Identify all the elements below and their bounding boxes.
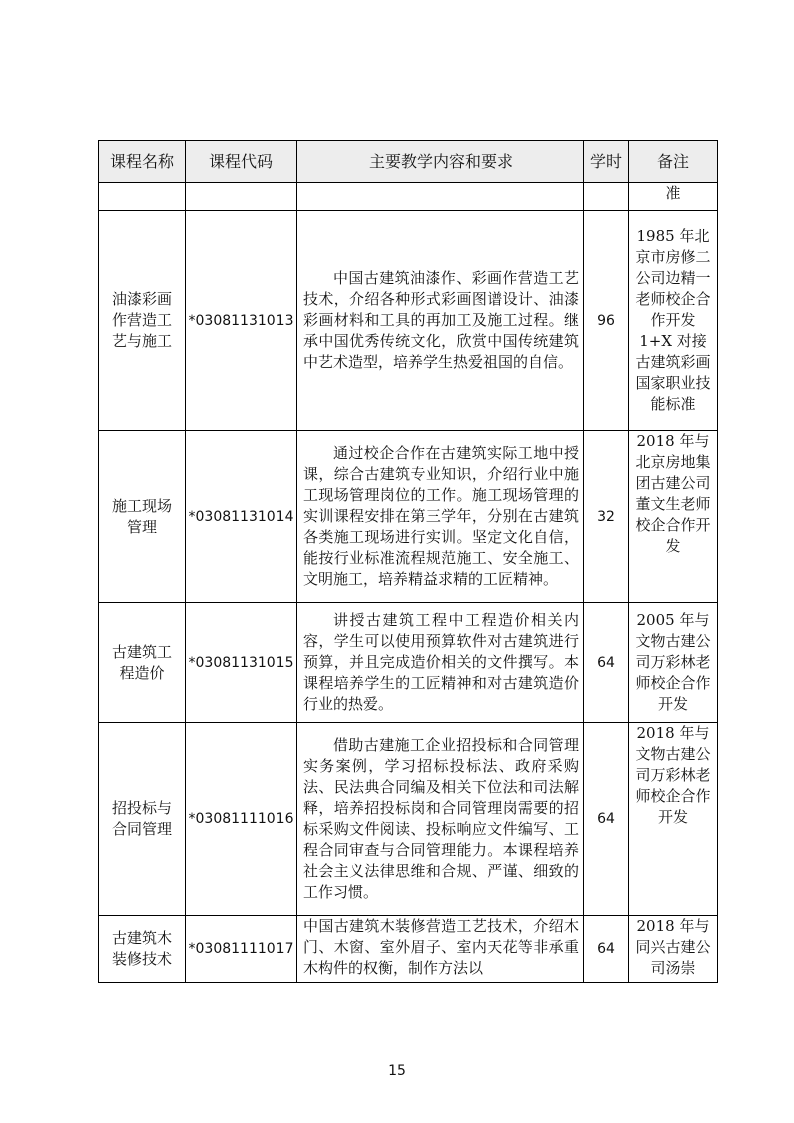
cell-empty xyxy=(99,183,186,211)
header-hours: 学时 xyxy=(584,141,629,183)
cell-course-name: 施工现场管理 xyxy=(99,431,186,603)
cell-hours: 64 xyxy=(584,723,629,916)
cell-content: 讲授古建筑工程中工程造价相关内容，学生可以使用预算软件对古建筑进行预算，并且完成造价相关的文件撰写。本课程培养学生的工匠精神和对古建筑造价行业的热爱。 xyxy=(297,603,584,723)
cell-course-name: 油漆彩画作营造工艺与施工 xyxy=(99,211,186,431)
header-course-name: 课程名称 xyxy=(99,141,186,183)
header-note: 备注 xyxy=(629,141,718,183)
cell-hours: 96 xyxy=(584,211,629,431)
header-row xyxy=(99,141,718,183)
cell-note: 2005 年与文物古建公司万彩林老师校企合作开发 xyxy=(629,603,718,723)
table-row xyxy=(99,723,718,916)
cell-content: 借助古建施工企业招投标和合同管理实务案例，学习招标投标法、政府采购法、民法典合同编及相关下位法和司法解释，培养招投标岗和合同管理岗需要的招标采购文件阅读、投标响应文件编写、工程合同审查与合同管理能力。本课程培养社会主义法律思维和合规、严谨、细致的工作习惯。 xyxy=(297,723,584,916)
table-row xyxy=(99,916,718,983)
cell-empty xyxy=(186,183,297,211)
cell-note: 2018 年与文物古建公司万彩林老师校企合作开发 xyxy=(629,723,718,916)
table-row xyxy=(99,431,718,603)
cell-hours: 64 xyxy=(584,603,629,723)
cell-empty xyxy=(584,183,629,211)
table-row xyxy=(99,603,718,723)
cell-hours: 64 xyxy=(584,916,629,983)
cell-course-code: *03081131014 xyxy=(186,431,297,603)
cell-course-name: 古建筑工程造价 xyxy=(99,603,186,723)
cell-course-code: *03081111017 xyxy=(186,916,297,983)
cell-note: 准 xyxy=(629,183,718,211)
cell-course-code: *03081131013 xyxy=(186,211,297,431)
cell-note: 1985 年北京市房修二公司边精一老师校企合作开发 1+X 对接古建筑彩画国家职业技能标准 xyxy=(629,211,718,431)
cell-content: 通过校企合作在古建筑实际工地中授课，综合古建筑专业知识，介绍行业中施工现场管理岗位的工作。施工现场管理的实训课程安排在第三学年，分别在古建筑各类施工现场进行实训。坚定文化自信，能按行业标准流程规范施工、安全施工、文明施工，培养精益求精的工匠精神。 xyxy=(297,431,584,603)
cell-content: 中国古建筑木装修营造工艺技术，介绍木门、木窗、室外眉子、室内天花等非承重木构件的权衡，制作方法以 xyxy=(297,916,584,983)
course-table xyxy=(98,140,718,983)
table-row-continuation xyxy=(99,183,718,211)
header-content: 主要教学内容和要求 xyxy=(297,141,584,183)
cell-course-name: 古建筑木装修技术 xyxy=(99,916,186,983)
cell-content: 中国古建筑油漆作、彩画作营造工艺技术，介绍各种形式彩画图谱设计、油漆彩画材料和工具的再加工及施工过程。继承中国优秀传统文化，欣赏中国传统建筑中艺术造型，培养学生热爱祖国的自信。 xyxy=(297,211,584,431)
table-row xyxy=(99,211,718,431)
cell-empty xyxy=(297,183,584,211)
cell-note: 2018 年与北京房地集团古建公司董文生老师校企合作开发 xyxy=(629,431,718,603)
page-number: 15 xyxy=(388,1063,406,1079)
cell-course-code: *03081111016 xyxy=(186,723,297,916)
cell-hours: 32 xyxy=(584,431,629,603)
header-course-code: 课程代码 xyxy=(186,141,297,183)
cell-course-code: *03081131015 xyxy=(186,603,297,723)
cell-course-name: 招投标与合同管理 xyxy=(99,723,186,916)
cell-note: 2018 年与同兴古建公司汤崇 xyxy=(629,916,718,983)
